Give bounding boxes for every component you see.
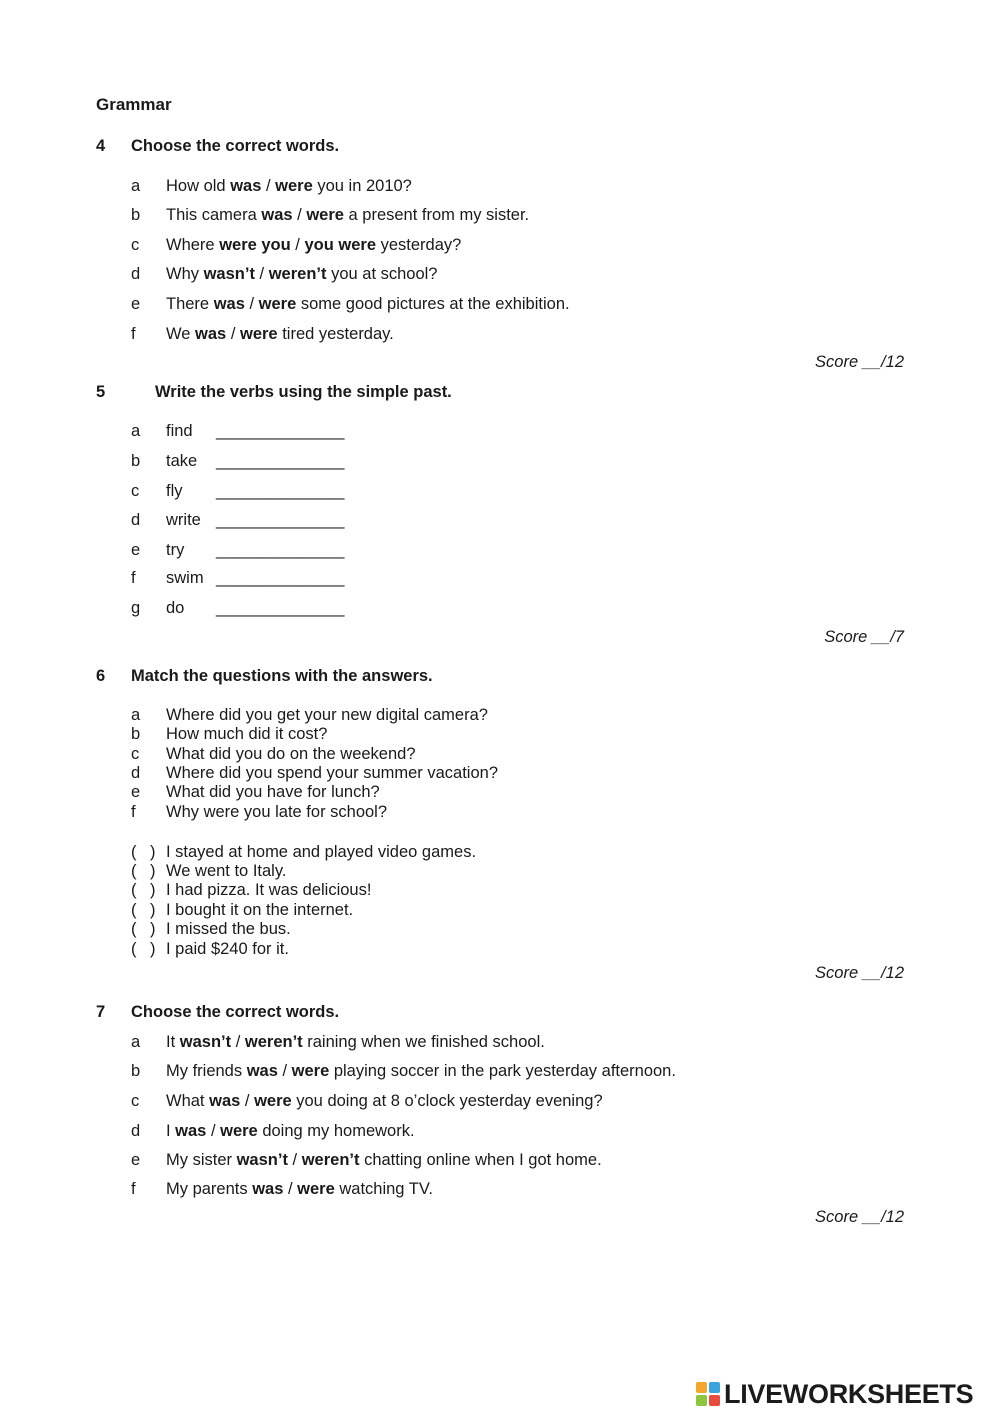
exercise-7-item-a[interactable]: It wasn’t / weren’t raining when we finished school.	[166, 1033, 545, 1051]
exercise-7-item-c[interactable]: What was / were you doing at 8 o’clock yesterday evening?	[166, 1092, 603, 1110]
exercise-7-item-b[interactable]: My friends was / were playing soccer in the park yesterday afternoon.	[166, 1062, 676, 1080]
exercise-5-number: 5	[96, 383, 106, 401]
verb-label: swim	[166, 569, 204, 587]
answer-text: I stayed at home and played video games.	[166, 843, 477, 861]
item-letter: b	[131, 1062, 141, 1080]
exercise-4-score: Score __/12	[815, 353, 904, 371]
answer-bracket-close: )	[150, 940, 156, 958]
verb-label: fly	[166, 482, 183, 500]
exercise-4-item-a[interactable]: How old was / were you in 2010?	[166, 177, 412, 195]
question-text: Where did you get your new digital camera?	[166, 706, 488, 724]
exercise-7-item-e[interactable]: My sister wasn’t / weren’t chatting online when I got home.	[166, 1151, 602, 1169]
answer-text: I bought it on the internet.	[166, 901, 354, 919]
answer-text: I missed the bus.	[166, 920, 291, 938]
item-letter: d	[131, 764, 141, 782]
item-letter: f	[131, 1180, 136, 1198]
exercise-5-score: Score __/7	[824, 628, 904, 646]
verb-label: take	[166, 452, 198, 470]
item-letter: d	[131, 265, 141, 283]
item-letter: e	[131, 295, 141, 313]
exercise-4-item-b[interactable]: This camera was / were a present from my sister.	[166, 206, 530, 224]
exercise-7-number: 7	[96, 1003, 106, 1021]
item-letter: f	[131, 569, 136, 587]
answer-bracket-open: (	[131, 881, 137, 899]
answer-bracket-close: )	[150, 920, 156, 938]
item-letter: b	[131, 725, 141, 743]
item-letter: e	[131, 783, 141, 801]
item-letter: g	[131, 599, 141, 617]
exercise-4-item-f[interactable]: We was / were tired yesterday.	[166, 325, 394, 343]
exercise-7-item-f[interactable]: My parents was / were watching TV.	[166, 1180, 433, 1198]
answer-text: I had pizza. It was delicious!	[166, 881, 372, 899]
liveworksheets-logo[interactable]	[696, 1376, 973, 1412]
answer-blank[interactable]: ______________	[216, 599, 345, 617]
exercise-6-score: Score __/12	[815, 964, 904, 982]
exercise-7-item-d[interactable]: I was / were doing my homework.	[166, 1122, 415, 1140]
question-text: Why were you late for school?	[166, 803, 388, 821]
answer-text: We went to Italy.	[166, 862, 287, 880]
item-letter: c	[131, 745, 140, 763]
answer-blank[interactable]: ______________	[216, 569, 345, 587]
exercise-4-title: Choose the correct words.	[131, 137, 340, 155]
answer-bracket-open: (	[131, 862, 137, 880]
logo-squares-icon	[696, 1382, 720, 1406]
item-letter: b	[131, 452, 141, 470]
answer-bracket-open: (	[131, 843, 137, 861]
answer-bracket-open: (	[131, 940, 137, 958]
answer-bracket-open: (	[131, 901, 137, 919]
exercise-7-score: Score __/12	[815, 1208, 904, 1226]
question-text: What did you have for lunch?	[166, 783, 380, 801]
question-text: Where did you spend your summer vacation?	[166, 764, 498, 782]
item-letter: d	[131, 1122, 141, 1140]
verb-label: try	[166, 541, 185, 559]
exercise-4-item-c[interactable]: Where were you / you were yesterday?	[166, 236, 462, 254]
exercise-6-number: 6	[96, 667, 106, 685]
answer-bracket-open: (	[131, 920, 137, 938]
item-letter: a	[131, 1033, 141, 1051]
item-letter: e	[131, 1151, 141, 1169]
answer-blank[interactable]: ______________	[216, 452, 345, 470]
answer-bracket-close: )	[150, 901, 156, 919]
section-title: Grammar	[96, 95, 172, 114]
item-letter: e	[131, 541, 141, 559]
answer-bracket-close: )	[150, 862, 156, 880]
item-letter: f	[131, 803, 136, 821]
verb-label: write	[166, 511, 201, 529]
exercise-6-title: Match the questions with the answers.	[131, 667, 433, 685]
question-text: How much did it cost?	[166, 725, 328, 743]
answer-blank[interactable]: ______________	[216, 422, 345, 440]
answer-bracket-close: )	[150, 881, 156, 899]
verb-label: find	[166, 422, 193, 440]
item-letter: a	[131, 422, 141, 440]
answer-text: I paid $240 for it.	[166, 940, 289, 958]
logo-text: LIVEWORKSHEETS	[724, 1378, 974, 1409]
item-letter: c	[131, 482, 140, 500]
item-letter: a	[131, 706, 141, 724]
item-letter: a	[131, 177, 141, 195]
item-letter: c	[131, 236, 140, 254]
answer-blank[interactable]: ______________	[216, 541, 345, 559]
item-letter: b	[131, 206, 141, 224]
answer-blank[interactable]: ______________	[216, 482, 345, 500]
item-letter: f	[131, 325, 136, 343]
answer-bracket-close: )	[150, 843, 156, 861]
exercise-4-number: 4	[96, 137, 106, 155]
verb-label: do	[166, 599, 185, 617]
item-letter: c	[131, 1092, 140, 1110]
item-letter: d	[131, 511, 141, 529]
exercise-4-item-d[interactable]: Why wasn’t / weren’t you at school?	[166, 265, 438, 283]
question-text: What did you do on the weekend?	[166, 745, 416, 763]
answer-blank[interactable]: ______________	[216, 511, 345, 529]
exercise-4-item-e[interactable]: There was / were some good pictures at the exhibition.	[166, 295, 570, 313]
exercise-7-title: Choose the correct words.	[131, 1003, 340, 1021]
exercise-5-title: Write the verbs using the simple past.	[155, 383, 452, 401]
